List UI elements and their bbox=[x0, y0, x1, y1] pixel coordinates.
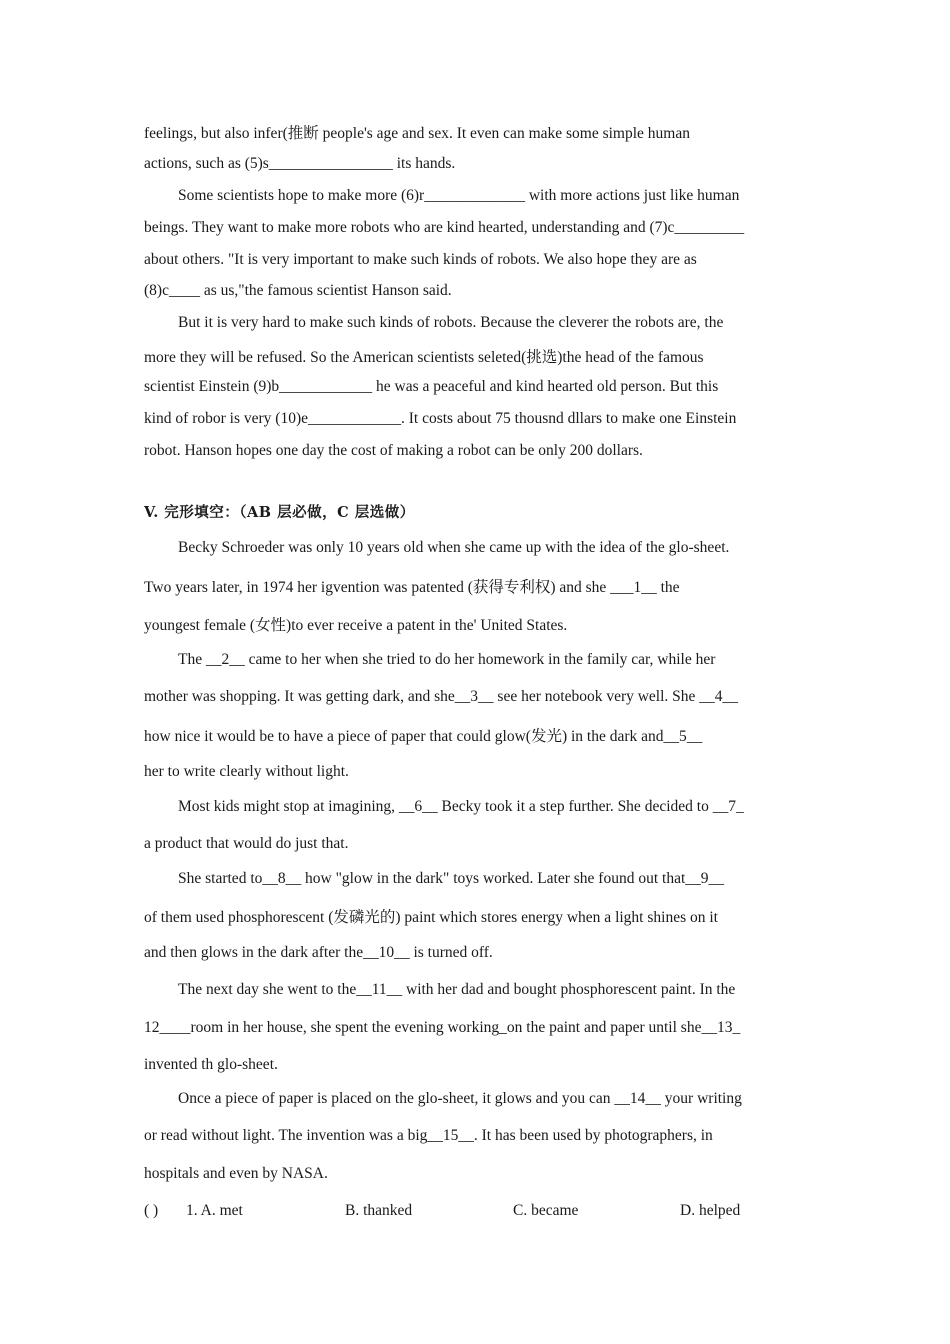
option-a: 1. A. met bbox=[186, 1202, 243, 1219]
passage-line: youngest female (女性)to ever receive a patent in the' United States. bbox=[144, 617, 568, 634]
passage-line: beings. They want to make more robots who are kind hearted, understanding and (7)c_________ bbox=[144, 219, 745, 236]
passage-line: invented th glo-sheet. bbox=[144, 1056, 278, 1073]
passage-line: hospitals and even by NASA. bbox=[144, 1165, 328, 1182]
passage-line: The __2__ came to her when she tried to do her homework in the family car, while her bbox=[178, 651, 716, 668]
passage-line: actions, such as (5)s________________ its hands. bbox=[144, 155, 456, 172]
passage-line: a product that would do just that. bbox=[144, 835, 349, 852]
passage-line: her to write clearly without light. bbox=[144, 763, 349, 780]
answer-bracket: ( ) bbox=[144, 1202, 159, 1219]
passage-line: and then glows in the dark after the__10__ is turned off. bbox=[144, 944, 493, 961]
passage-line: Most kids might stop at imagining, __6__ Becky took it a step further. She decided to __7_ bbox=[178, 798, 744, 815]
passage-line: feelings, but also infer(推断 people's age and sex. It even can make some simple human bbox=[144, 125, 690, 142]
passage-line: The next day she went to the__11__ with her dad and bought phosphorescent paint. In the bbox=[178, 981, 736, 998]
passage-line: 12____room in her house, she spent the evening working_on the paint and paper until she__13_ bbox=[144, 1019, 741, 1036]
option-c: C. became bbox=[513, 1202, 579, 1219]
passage-line: about others. "It is very important to make such kinds of robots. We also hope they are as bbox=[144, 251, 697, 268]
passage-line: robot. Hanson hopes one day the cost of making a robot can be only 200 dollars. bbox=[144, 442, 643, 459]
passage-line: Two years later, in 1974 her igvention was patented (获得专利权) and she ___1__ the bbox=[144, 579, 680, 596]
passage-line: But it is very hard to make such kinds of robots. Because the cleverer the robots are, the bbox=[178, 314, 724, 331]
passage-line: more they will be refused. So the American scientists seleted(挑选)the head of the famous bbox=[144, 349, 704, 366]
passage-line: Becky Schroeder was only 10 years old when she came up with the idea of the glo-sheet. bbox=[178, 539, 730, 556]
passage-line: or read without light. The invention was a big__15__. It has been used by photographers, in bbox=[144, 1127, 713, 1144]
section-heading: V. 完形填空：（AB 层必做，C 层选做） bbox=[144, 504, 415, 521]
passage-line: Some scientists hope to make more (6)r_____________ with more actions just like human bbox=[178, 187, 740, 204]
passage-line: scientist Einstein (9)b____________ he was a peaceful and kind hearted old person. But this bbox=[144, 378, 719, 395]
passage-line: Once a piece of paper is placed on the glo-sheet, it glows and you can __14__ your writing bbox=[178, 1090, 742, 1107]
passage-line: how nice it would be to have a piece of paper that could glow(发光) in the dark and__5__ bbox=[144, 728, 703, 745]
passage-line: She started to__8__ how "glow in the dark" toys worked. Later she found out that__9__ bbox=[178, 870, 725, 887]
passage-line: (8)c____ as us,"the famous scientist Hanson said. bbox=[144, 282, 452, 299]
passage-line: mother was shopping. It was getting dark, and she__3__ see her notebook very well. She __4__ bbox=[144, 688, 739, 705]
option-b: B. thanked bbox=[345, 1202, 413, 1219]
passage-line: kind of robor is very (10)e____________. It costs about 75 thousnd dllars to make one Einstein bbox=[144, 410, 737, 427]
option-d: D. helped bbox=[680, 1202, 741, 1219]
passage-line: of them used phosphorescent (发磷光的) paint which stores energy when a light shines on it bbox=[144, 909, 718, 926]
